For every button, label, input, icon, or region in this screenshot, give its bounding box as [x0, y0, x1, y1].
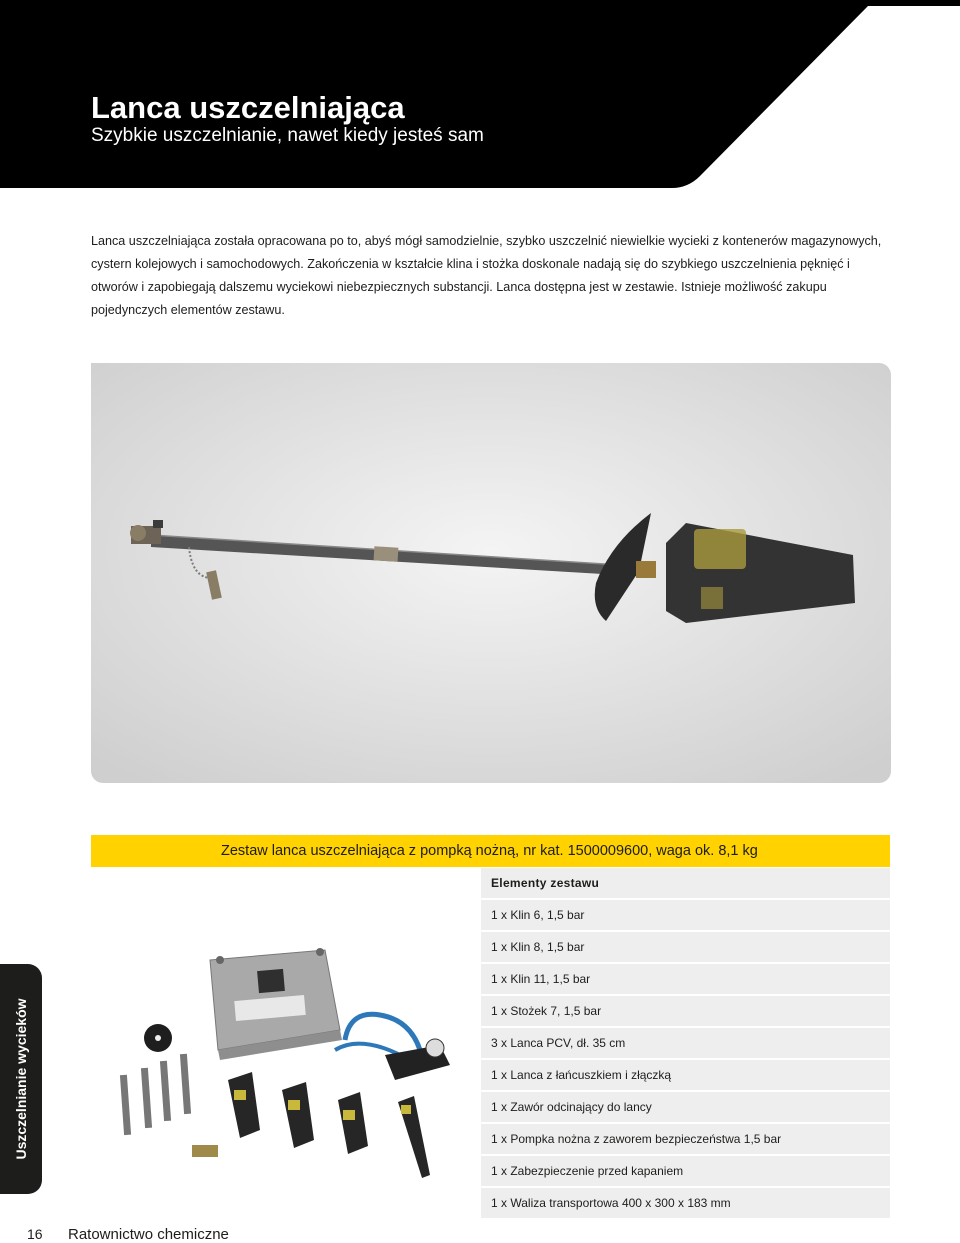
kit-title-bar — [91, 835, 890, 867]
table-row: 1 x Zawór odcinający do lancy — [481, 1092, 890, 1124]
footer-section-title: Ratownictwo chemiczne — [68, 1226, 229, 1243]
table-row: 1 x Lanca z łańcuszkiem i złączką — [481, 1060, 890, 1092]
kit-photo — [110, 940, 470, 1180]
table-row: 1 x Zabezpieczenie przed kapaniem — [481, 1156, 890, 1188]
table-row: 1 x Stożek 7, 1,5 bar — [481, 996, 890, 1028]
table-row: 1 x Waliza transportowa 400 x 300 x 183 mm — [481, 1188, 890, 1220]
table-row: 1 x Pompka nożna z zaworem bezpieczeństwa 1,5 bar — [481, 1124, 890, 1156]
intro-paragraph: Lanca uszczelniająca została opracowana po to, abyś mógł samodzielnie, szybko uszczelnić niewielkie wycieki z kontenerów magazynowych, cystern kolejowych i samochodowych. Zakończenia w kształcie klina i stożka doskonale nadają się do szybkiego uszczelnienia pęknięć i otworów i zapobiegają dalszemu wyciekowi niebezpiecznych substancji. Lanca dostępna jest w zestawie. Istnieje możliwość zakupu pojedynczych elementów zestawu. — [91, 234, 882, 317]
section-side-tab — [0, 964, 42, 1194]
page-title: Lanca uszczelniająca — [91, 90, 405, 125]
page-number: 16 — [27, 1226, 43, 1242]
table-row: 3 x Lanca PCV, dł. 35 cm — [481, 1028, 890, 1060]
table-row: 1 x Klin 11, 1,5 bar — [481, 964, 890, 996]
lance-photo — [91, 363, 891, 783]
table-row: 1 x Klin 6, 1,5 bar — [481, 900, 890, 932]
table-row: 1 x Klin 8, 1,5 bar — [481, 932, 890, 964]
kit-title: Zestaw lanca uszczelniająca z pompką nożną, nr kat. 1500009600, waga ok. 8,1 kg — [221, 843, 758, 859]
page-header — [0, 0, 960, 188]
table-header: Elementy zestawu — [481, 868, 890, 900]
side-tab-label: Uszczelnianie wycieków — [13, 998, 29, 1160]
kit-items-table — [481, 868, 890, 1220]
page-subtitle: Szybkie uszczelnianie, nawet kiedy jesteś sam — [91, 125, 484, 146]
